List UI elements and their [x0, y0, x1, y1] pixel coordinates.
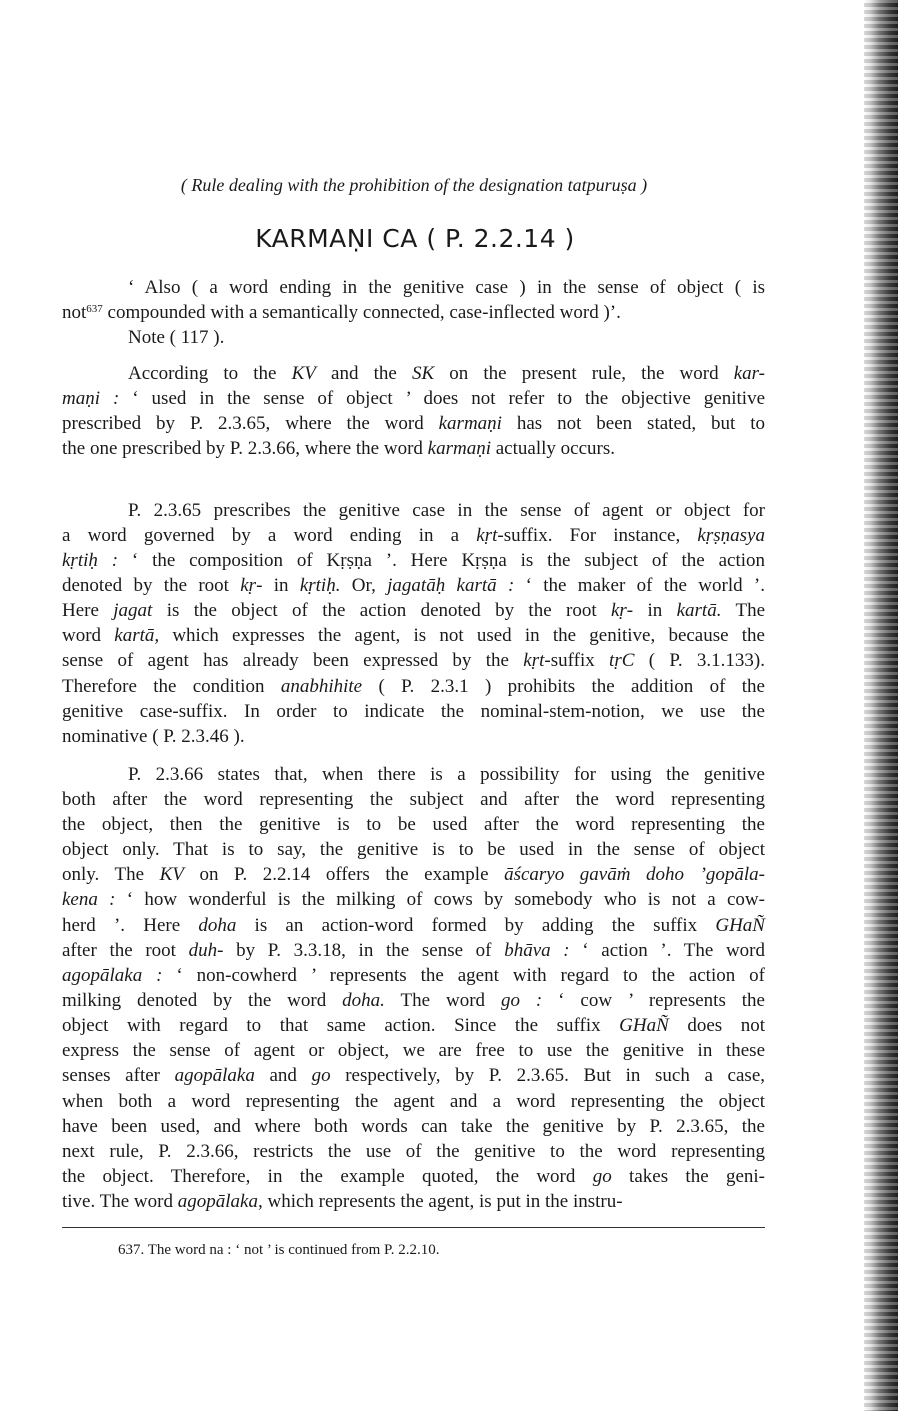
italic-term: doha	[198, 914, 237, 936]
text-run: takes the geni-	[611, 1166, 765, 1188]
text-line	[62, 788, 765, 812]
italic-term: duh-	[188, 939, 224, 961]
italic-term: kartā.	[676, 600, 722, 622]
text-run: and the	[315, 362, 412, 384]
italic-term: agopālaka,	[177, 1191, 263, 1213]
italic-term: GHaÑ	[619, 1015, 669, 1037]
italic-term: kṛtiḥ :	[62, 549, 119, 571]
text-run: The word	[384, 990, 501, 1011]
text-line	[62, 301, 765, 325]
text-run: ‘ the composition of Kṛṣṇa ’. Here Kṛṣṇa is the subject of the action	[118, 549, 766, 571]
italic-term: kṛ-	[610, 600, 634, 622]
text-run: on the present rule, the word	[434, 362, 734, 384]
text-line	[128, 499, 765, 523]
text-run: compounded with a semantically connected, case-inflected word )’.	[102, 302, 621, 324]
text-run: herd ’. Here	[62, 914, 199, 936]
italic-term: go :	[500, 990, 543, 1011]
italic-term: bhāva :	[504, 939, 570, 961]
text-line	[62, 1039, 765, 1063]
italic-term: jagat	[113, 600, 153, 622]
page-heading: KARMAṆI CA ( P. 2.2.14 )	[255, 224, 575, 253]
text-run: on P. 2.2.14 offers the example	[183, 864, 505, 886]
text-line	[62, 1014, 765, 1038]
text-run: ‘ action ’. The word	[569, 939, 766, 961]
text-line	[62, 387, 765, 411]
text-line	[62, 1090, 765, 1114]
text-line	[62, 914, 765, 938]
text-run: ‘ Also ( a word ending in the genitive case ) in the sense of object ( is	[128, 277, 765, 298]
italic-term: kṛ-	[240, 575, 263, 597]
text-run: senses after	[62, 1065, 175, 1087]
italic-term: maṇi :	[62, 387, 120, 409]
text-line	[62, 675, 765, 699]
text-run: nominative ( P. 2.3.46 ).	[62, 725, 245, 747]
text-line	[128, 763, 765, 787]
text-line	[62, 813, 765, 837]
italic-term: GHaÑ	[715, 914, 765, 936]
text-run: a word governed by a word ending in a	[62, 524, 477, 546]
text-run: The	[721, 600, 766, 622]
italic-term: jagatāḥ kartā :	[387, 575, 515, 597]
text-run: P. 2.3.66 states that, when there is a possibility for using the genitive	[128, 763, 765, 785]
italic-term: KV	[291, 362, 316, 384]
footnote-divider	[62, 1227, 765, 1228]
italic-term: kena :	[62, 889, 116, 911]
italic-term: agopālaka	[174, 1065, 255, 1087]
text-line	[62, 1115, 765, 1139]
text-run: the one prescribed by P. 2.3.66, where the word	[62, 437, 428, 459]
text-run: Here	[62, 600, 114, 622]
text-run: actually occurs.	[491, 437, 615, 459]
text-run: ‘ how wonderful is the milking of cows by somebody who is not a cow-	[115, 889, 765, 911]
text-run: in	[633, 600, 677, 622]
italic-term: tṛC	[609, 650, 635, 672]
text-run: -suffix	[544, 650, 610, 672]
italic-term: kṛṣṇasya	[697, 524, 765, 546]
text-line	[62, 725, 765, 749]
italic-term: kṛt	[476, 524, 498, 546]
text-run: by P. 3.3.18, in the sense of	[223, 939, 505, 961]
italic-term: anabhihite	[280, 675, 363, 697]
text-line	[62, 412, 765, 436]
text-line	[62, 549, 765, 573]
text-run: object only. That is to say, the genitive is to be used in the sense of object	[62, 839, 765, 861]
text-run: ‘ non-cowherd ’ represents the agent with regard to the action of	[162, 964, 765, 986]
text-run: P. 2.3.65 prescribes the genitive case in the sense of agent or object for	[128, 499, 765, 521]
italic-term: go	[592, 1166, 612, 1188]
text-line	[62, 599, 765, 623]
text-line	[62, 624, 765, 648]
italic-term: kar-	[733, 362, 765, 384]
text-run: the object. Therefore, in the example quoted, the word	[62, 1166, 593, 1188]
text-line	[128, 326, 765, 350]
text-run: ( P. 2.3.1 ) prohibits the addition of the	[362, 675, 765, 697]
text-run: in	[262, 575, 300, 597]
footnote: 637. The word na : ‘ not ’ is continued from P. 2.2.10.	[118, 1242, 440, 1258]
text-run: is an action-word formed by adding the suffix	[236, 914, 716, 936]
text-run: According to the	[128, 362, 292, 384]
text-run: prescribed by P. 2.3.65, where the word	[62, 412, 439, 434]
italic-term: āścaryo gavāṁ doho ’gopāla-	[504, 864, 765, 886]
italic-term: kṛtiḥ.	[299, 575, 341, 597]
italic-term: karmaṇi	[438, 412, 502, 434]
italic-term: go	[311, 1065, 331, 1087]
text-run: and	[254, 1065, 312, 1087]
text-run: -suffix. For instance,	[497, 524, 698, 546]
italic-term: kartā,	[114, 625, 160, 647]
text-line	[62, 1064, 765, 1088]
text-run: express the sense of agent or object, we are free to use the genitive in these	[62, 1040, 765, 1062]
italic-term: KV	[159, 864, 184, 886]
italic-term: agopālaka :	[62, 964, 163, 986]
text-run: ‘ cow ’ represents the	[542, 990, 765, 1011]
text-line	[62, 1190, 765, 1214]
text-line	[62, 524, 765, 548]
text-run: which represents the agent, is put in the instru-	[262, 1191, 623, 1213]
text-run: sense of agent has already been expressed by the	[62, 650, 524, 672]
text-line	[62, 437, 765, 461]
text-run: ( P. 3.1.133).	[634, 650, 765, 672]
text-run: is the object of the action denoted by the root	[152, 600, 611, 622]
text-run: denoted by the root	[62, 575, 241, 597]
page-binding-texture	[864, 0, 898, 1411]
text-line	[62, 1165, 765, 1189]
text-run: the object, then the genitive is to be used after the word representing the	[62, 813, 765, 835]
footnote-marker: 637	[86, 303, 103, 316]
text-line	[62, 574, 765, 598]
italic-term: karmaṇi	[427, 437, 491, 459]
text-run: not	[62, 302, 87, 324]
text-run: next rule, P. 2.3.66, restricts the use of the genitive to the word representing	[62, 1140, 765, 1162]
text-run: when both a word representing the agent and a word representing the object	[62, 1090, 765, 1112]
text-line	[62, 939, 765, 963]
text-run: both after the word representing the subject and after the word representing	[62, 788, 765, 810]
text-line	[62, 700, 765, 724]
italic-term: doha.	[342, 990, 385, 1011]
text-line	[62, 888, 765, 912]
text-run: Therefore the condition	[62, 675, 281, 697]
text-run: ‘ used in the sense of object ’ does not refer to the objective genitive	[119, 387, 766, 409]
text-run: respectively, by P. 2.3.65. But in such a case,	[330, 1065, 765, 1087]
text-run: Note ( 117 ).	[128, 327, 225, 349]
text-run: only. The	[62, 864, 160, 886]
text-run: tive. The word	[62, 1191, 178, 1213]
text-line	[62, 964, 765, 988]
text-run: after the root	[62, 939, 189, 961]
text-run: milking denoted by the word	[62, 990, 343, 1011]
text-line	[62, 838, 765, 862]
text-line	[62, 649, 765, 673]
italic-term: kṛt	[523, 650, 545, 672]
text-run: ‘ the maker of the world ’.	[514, 575, 765, 597]
text-line	[62, 863, 765, 887]
text-run: does not	[668, 1015, 765, 1037]
text-run: genitive case-suffix. In order to indicate the nominal-stem-notion, we use the	[62, 700, 765, 722]
text-run: has not been stated, but to	[501, 412, 765, 434]
rule-subtitle: ( Rule dealing with the prohibition of the designation tatpuruṣa )	[180, 175, 648, 195]
text-line	[128, 276, 765, 300]
text-line	[128, 362, 765, 386]
text-run: which expresses the agent, is not used in the genitive, because the	[159, 625, 765, 647]
text-run: object with regard to that same action. Since the suffix	[62, 1015, 620, 1037]
text-run: Or,	[340, 575, 388, 597]
text-run: word	[62, 625, 115, 647]
text-line	[62, 989, 765, 1013]
text-line	[62, 1140, 765, 1164]
text-run: have been used, and where both words can take the genitive by P. 2.3.65, the	[62, 1115, 765, 1137]
italic-term: SK	[411, 362, 435, 384]
